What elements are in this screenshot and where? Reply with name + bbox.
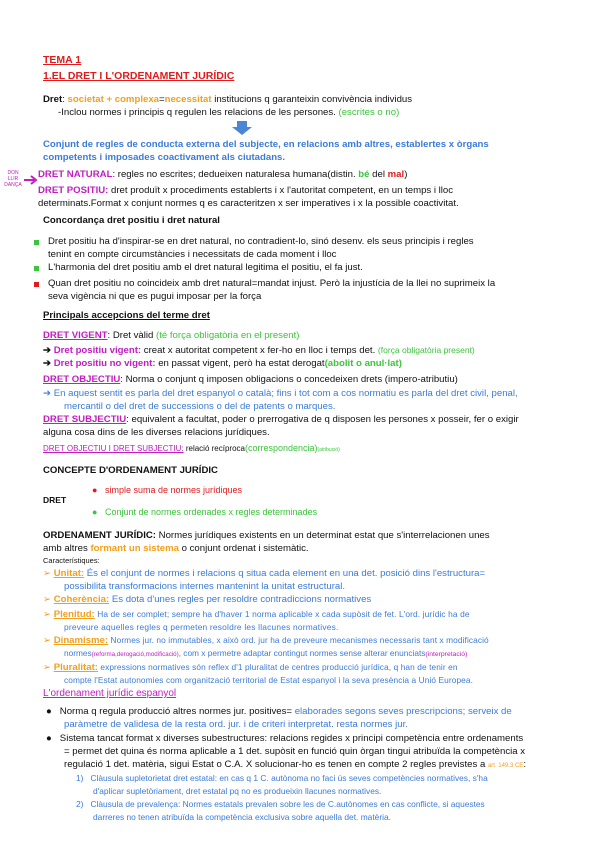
dret-objectiu-note-l2: mercantil o del dret de successions o del de patents o marques. xyxy=(64,401,336,412)
espanyol-b2: ● Sistema tancat format x diverses subestructures: relacions regides x principi competència entre ordenaments xyxy=(46,733,524,744)
caract-unitat-l2: possibilita transformacions internes mantenint la unitat estructural. xyxy=(64,581,346,592)
dret-positiu-no-vigent: ➔ Dret positiu no vigent: en passat vigent, però ha estat derogat(abolit o anul·lat) xyxy=(43,358,402,369)
ordenament-definition: ORDENAMENT JURÍDIC: Normes jurídiques existents en un determinat estat que s'interrelacionen unes xyxy=(43,530,490,541)
espanyol-b1: ● Norma q regula producció altres normes jur. positives= elaborades segons seves prescripcions; serveix de xyxy=(46,706,512,717)
concepte-heading: CONCEPTE D'ORDENAMENT JURÍDIC xyxy=(43,465,218,476)
espanyol-b2-l2: = permet det quina és norma aplicable a 1 det. supòsit en funció quin òrgan tingui atribuïda la competència x xyxy=(64,746,526,757)
right-arrow-icon xyxy=(24,175,38,185)
caract-dinamisme: ➢ Dinamisme: Normes jur. no immutables, x això ord. jur ha de preveure mecanismes necessaris tant x modificació xyxy=(43,635,489,646)
dret-definition-line2: -Inclou normes i principis q regulen les relacions de les persones. (escrites o no) xyxy=(58,107,400,118)
caract-coherencia: ➢ Coherència: Es dota d'unes regles per resoldre contradiccions normatives xyxy=(43,594,372,605)
espanyol-n1: 1) Clàusula supletorietat dret estatal: en cas q 1 C. autònoma no faci ús seves competències normatives, s'ha xyxy=(76,773,488,783)
concordanca-b1-l2: tenint en compte circumstàncies i necessitats de cada moment i lloc xyxy=(48,249,337,260)
espanyol-b2-l3: regulació 1 det. matèria, sigui Estat o C.A. X solucionar-ho es tenen en compte 2 regles previstes a art. 149.3 CE: xyxy=(64,759,526,770)
dret-objectiu-note-l1: ➔ En aquest sentit es parla del dret espanyol o català; fins i tot com a cos normatiu es parla del dret civil, penal, xyxy=(43,388,518,399)
caract-pluralitat: ➢ Pluralitat: expressions normatives són reflex d'1 pluralitat de centres producció jurídica, q han de tenir en xyxy=(43,662,458,673)
side-label: DON LLIR DANÇA xyxy=(4,170,22,188)
red-square-bullet xyxy=(34,282,39,287)
concepte-dret: DRET xyxy=(43,495,67,505)
concordanca-b3-l2: seva vigència ni que es pugui imposar per la força xyxy=(48,291,262,302)
concordanca-b2: L'harmonia del dret positiu amb el dret natural legitima el positiu, el fa just. xyxy=(48,262,363,273)
dret-positiu-vigent: ➔ Dret positiu vigent: creat x autoritat competent x fer-ho en lloc i temps det. (força obligatòria present) xyxy=(43,345,475,356)
dret-subjectiu-l2: alguna cosa dins de les diverses relacions jurídiques. xyxy=(43,427,270,438)
caracteristiques-label: Característiques: xyxy=(43,556,100,565)
dret-objectiu: DRET OBJECTIU: Norma o conjunt q imposen obligacions o concedeixen drets (impero-atributiu) xyxy=(43,374,458,385)
dret-definition: Dret: societat + complexa=necessitat institucions q garanteixin convivència individus xyxy=(43,94,413,105)
espanyol-n2-l2: darreres no tenen atribuïda la competència exclusiva sobre aquella det. matèria. xyxy=(93,812,391,822)
concordanca-heading: Concordança dret positiu i dret natural xyxy=(43,215,220,226)
dret-positiu: DRET POSITIU: dret produït x procediments establerts i x l'autoritat competent, en un temps i lloc xyxy=(38,185,454,196)
concordanca-b1-l1: Dret positiu ha d'inspirar-se en dret natural, no contradient-lo, sinó desenv. els seus principis i regles xyxy=(48,236,474,247)
dret-vigent: DRET VIGENT: Dret vàlid (té força obligatòria en el present) xyxy=(43,330,300,341)
down-arrow-icon xyxy=(232,121,252,135)
caract-plenitud: ➢ Plenitud: Ha de ser complet; sempre ha d'haver 1 norma aplicable x cada supòsit de fet. L'ord. jurídic ha de xyxy=(43,609,470,620)
conjunt-definition-l2: competents i imposades coactivament als ciutadans. xyxy=(43,152,286,163)
green-square-bullet xyxy=(34,240,39,245)
green-square-bullet xyxy=(34,266,39,271)
espanyol-heading: L'ordenament jurídic espanyol xyxy=(43,688,177,699)
caract-unitat: ➢ Unitat: És el conjunt de normes i relacions q situa cada element en una det. posició dins l'estructura= xyxy=(43,568,486,579)
concepte-b1: ● simple suma de normes jurídiques xyxy=(92,485,243,495)
concordanca-b3-l1: Quan dret positiu no coincideix amb dret natural=mandat injust. Però la injustícia de la llei no suprimeix la xyxy=(48,278,496,289)
espanyol-n1-l2: d'aplicar supletòriament, dret estatal pq no es produeixin llacunes normatives. xyxy=(93,786,382,796)
dret-positiu-l2: determinats.Format x conjunt normes q es caracteritzen x ser imperatives i x la possible coactivitat. xyxy=(38,198,459,209)
dret-subjectiu: DRET SUBJECTIU: equivalent a facultat, poder o prerrogativa de q disposen les persones x posseir, fer o exigir xyxy=(43,414,519,425)
concepte-b2: ● Conjunt de normes ordenades x regles determinades xyxy=(92,507,318,517)
dret-natural: DRET NATURAL: regles no escrites; dedueixen naturalesa humana(distin. bé del mal) xyxy=(38,169,408,180)
caract-plenitud-l2: preveure aquelles regles q permeten resoldre les llacunes normatives. xyxy=(64,622,339,632)
caract-dinamisme-l2: normes(reforma,derogació,modificació), com x permetre adaptar contingut normes sense alterar enunciats(interpretació) xyxy=(64,648,468,658)
conjunt-definition-l1: Conjunt de regles de conducta externa del subjecte, en relacions amb altres, establertes x òrgans xyxy=(43,139,489,150)
caract-pluralitat-l2: compte l'Estat autonomies com organització territorial de Estat espanyol i la seva presència a Unió Europea. xyxy=(64,675,473,685)
page-title: TEMA 1 xyxy=(43,54,82,66)
espanyol-n2: 2) Clàusula de prevalença: Normes estatals prevalen sobre les de C.autònomes en cas conflicte, si aquestes xyxy=(76,799,485,809)
accepcions-heading: Principals accepcions del terme dret xyxy=(43,310,210,321)
ordenament-definition-l2: amb altres formant un sistema o conjunt ordenat i sistemàtic. xyxy=(43,543,309,554)
page-subtitle: 1.EL DRET I L'ORDENAMENT JURÍDIC xyxy=(43,70,235,82)
espanyol-b1-l2: paràmetre de validesa de la resta ord. jur. i de criteri interpretat. resta normes jur. xyxy=(64,719,408,730)
dret-objectiu-subjectiu: DRET OBJECTIU I DRET SUBJECTIU: relació recíproca(correspondencia)(atribució) xyxy=(43,443,340,453)
